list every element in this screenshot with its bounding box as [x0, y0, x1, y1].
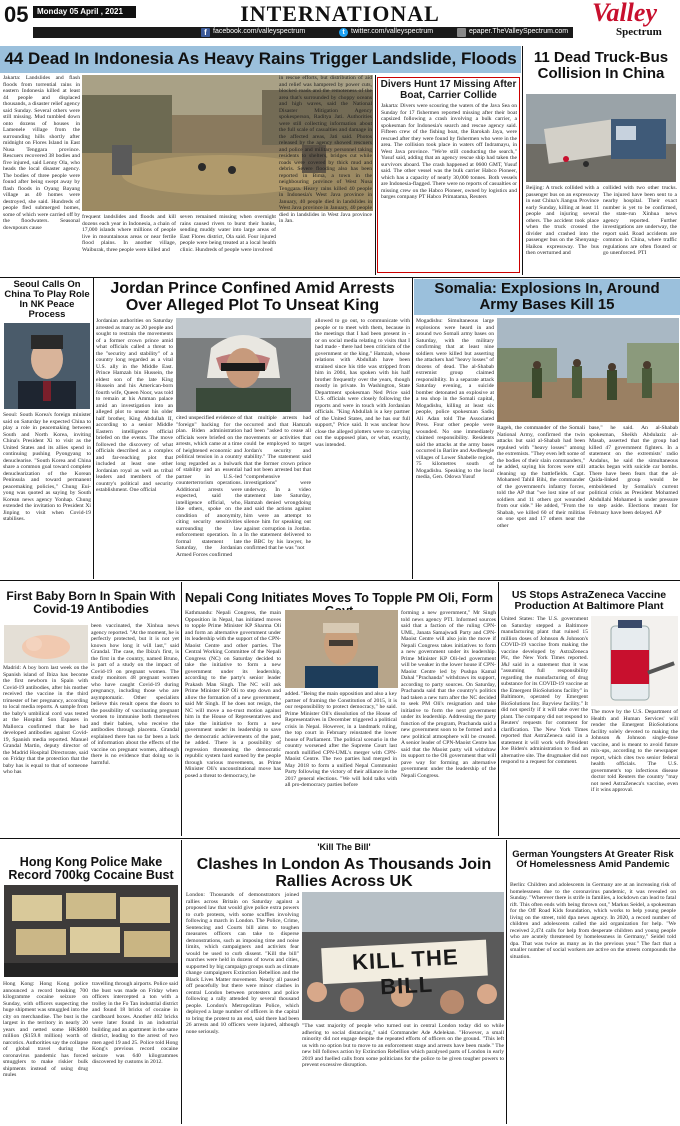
- cocaine-bricks-image: [4, 885, 178, 977]
- a8-col2: added. "Being the main opposition and also a key partner of framing the Constitution of 2015, it is our responsibility to protect democracy," he said. Prime Minister Oli's dissolution of the House of Representatives in December triggered a political crisis in Nepal. However, in a landmark ruling, the top court in February reinstated the lower house of Parliament. The political scenario in the country worsened after the Supreme Court last month nullified CPN-UML's merger with CPN-Maoist Centre. The two parties had merged in May 2018 to form a unified Nepal Communist Party following the victory of their alliance in the 2017 general elections. "We will hold talks with all pro-democracy parties before: [285, 691, 397, 788]
- a5-col2: cited unspecified evidence of "foreign" backing for the plan. Biden administration officials were briefed on the arrests, which came at a time of heightened economic and political tension in a country long regarded as a bulwark of stability and an essential partner in U.S.-led counterterrorism operations. Additional arrests were expected, said the intelligence official, who, like others, spoke on the condition of anonymity, citing security sensitivities surrounding the law enforcement operation. In a formal statement late Saturday, the Jordanian Armed Forces confirmed: [176, 415, 242, 558]
- crash-photo: [526, 94, 676, 182]
- pm-oli-image: [285, 610, 398, 688]
- logo-top: Valley: [592, 0, 657, 27]
- a1-col1: Jakarta: Landslides and flash floods from torrential rains in eastern Indonesia killed at least 44 people and displaced thousands, a disaster relief agency said Sunday. Several others were still missing. Mud tumbled down onto dozens of houses in Lamenele village from the surrounding hills shortly after midnight on Flores Island in East Nusa Tenggara province. Rescuers recovered 38 bodies and five injured, said Lenny Ola, who heads the local disaster agency. The bodies of three people were found after being swept away by flash floods in Oyang Bayang village as 40 homes were destroyed, she said. Hundreds of people fled submerged homes, some of which were carried off by the floodwaters. Seasonal downpours cause: [3, 75, 80, 231]
- logo: [590, 0, 676, 42]
- a1-headline: 44 Dead In Indonesia As Heavy Rains Trigger Landslide, Floods: [4, 49, 517, 68]
- a10-col2: travelling through airports. Police said the bust was made on Friday when officers intercepted a ton with a trolley in the Fo Tan industrial district and found 18 bricks of cocaine in cardboard boxes. Another 402 bricks were later found in an industrial building and an apartment in the same district, leading to the arrest of two men aged 19 and 25. Police told Hong Kong's previous record cocaine seizure was 640 kilogrammes discovered by customs in 2012.: [92, 981, 178, 1065]
- facebook-link[interactable]: facebook.com/valleyspectrum: [213, 28, 306, 35]
- logo-bottom: Spectrum: [616, 26, 662, 38]
- a9-col2: The move by the U.S. Department of Health and Human Services' will render the Emergent BioSolutions facility solely devoted to making the Johnson & Johnson single-dose vaccine, and is meant to avoid future mix-ups, according to the newspaper report, which cites two senior federal health officials. The U.S. government's top infectious disease doctor told Reuters the country "may not need AstraZeneca's vaccine, even if it wins approval.: [591, 709, 678, 793]
- a8-headline: Nepali Cong Initiates Moves To Topple PM Oli, Form: [185, 591, 493, 605]
- a6-col3: base," he said. An al-Shabab spokesman, Sheikh Abdulaziz al-Masab, asserted that the group had killed 47 government fighters. In a statement on the extremists' radio Andalus, he said the simultaneous attacks began with suicide car bombs. There have been fears that the al-Qaida-linked group would be emboldened by Somalia's current political crisis as President Mohamed Abdullahi Mohamed is under pressure to step aside. Elections meant for February have been delayed. AP: [589, 425, 678, 516]
- a8-col3: forming a new government," Mr Singh told news agency PTI. Informed sources said that a faction of the ruling CPN-UML, Janata Samajwadi Party and CPN-Maoist Centre will also join the move if Nepali Congress takes initiatives to form a new government under its leadership. Prime Minister KP Oli-led government will be weaker in the lower house if CPN-Maoist Centre led by Pushpa Kamal Dahal "Prachanda" withdraws its support, according to party sources. On Saturday, Prachanda said that the country's politics had taken a new turn after the NC decided to seek PM Oli's resignation and take initiative to form the next government under its leadership. Addressing the party function of the program, Prachanda said a new government soon to be formed and a new political atmosphere will be created. A senior leader of CPN-Maoist Centre has said that the Maoist party will withdraw its support to the Oli government that will pave way for forming an alternative government under the leadership of the Nepali Congress.: [401, 610, 496, 779]
- a2-headline: Divers Hunt 17 Missing After Boat, Carrier Collide: [380, 79, 517, 101]
- a4-headline: Seoul Calls On China To Play Role In NK Peace Process: [4, 279, 90, 320]
- epaper-icon: [457, 28, 466, 37]
- baby-image: [4, 625, 88, 663]
- a3-col1: Beijing: A truck collided with a passenger bus on an expressway in east China's Jiangsu Province early Sunday, killing at least 11 people and injuring several others. The accident took place when the truck crossed the divider and crashed into the passenger bus on the Shenyang-Haikou expressway. The bus then overturned and: [526, 185, 599, 256]
- london-protest-photo: [302, 892, 504, 1020]
- vaccine-photo: [591, 616, 678, 706]
- a3-col2: collided with two other trucks. The injured have been sent to a nearby hospital. Their exact number is yet to be confirmed, the state-run Xinhua news agency reported. Further investigations are underway, the report said. Road accidents are common in China, where traffic regulations are often flouted or go unenforced. PTI: [603, 185, 677, 256]
- a5-col1: Jordanian authorities on Saturday arrested as many as 20 people and sought to restrain the movements of a former crown prince amid what officials called a threat to the "security and stability" of a country long regarded as a vital U.S. ally in the Middle East. Prince Hamzah bin Hussein, the eldest son of the late King Hussein and his American-born fourth wife, Queen Noor, was told to remain at his Amman palace amid an investigation into an alleged plot to unseat his older half brother, King Abdullah II, according to a senior Middle Eastern intelligence official briefed on the events. The move followed the discovery of what officials described as a complex and far-reaching plot that included at least one other Jordanian royal as well as tribal leaders and members of the country's political and security establishment. One official: [96, 318, 173, 493]
- social-bar: [33, 27, 573, 38]
- twitter-link[interactable]: twitter.com/valleyspectrum: [351, 28, 434, 35]
- a11-headline: Clashes In London As Thousands Join Rallies Across UK: [196, 856, 492, 890]
- masthead: [0, 0, 680, 42]
- a8-col1: Kathmandu: Nepali Congress, the main Opposition in Nepal, has initiated moves to topple Prime Minister KP Sharma Oli and form an alternative government under its leadership with the support of the CPN-Maoist Centre and other parties. The Central Working Committee of the Nepali Congress (NC) on Saturday decided to take the initiative to form a new government under its leadership, according to the party's senior leader Prakash Man Singh. The NC will ask Prime Minister KP Oli to step down and allow the formation of a new government, said Mr Singh. If he does not resign, the NC will move a no-trust motion against him in the House of Representatives and take the initiative to form a new government under its leadership to save the democratic achievements of the past, he added. There is a possibility of regression threatening the democratic republic system hard earned by the people through various movements, as Prime Minister Oli's unconstitutional move has posed a threat to democracy, he: [185, 610, 281, 779]
- issue-date: Monday 05 April , 2021: [37, 7, 123, 16]
- somalia-photo: [497, 318, 679, 422]
- a5-col3: that multiple arrests had occurred and that Hamzah had been "asked to cease all movements or activities that could be employed to target Jordan's security and stability." The statement said that the former crown prince had not been arrested but that "comprehensive investigations" were underway. In a video statement late Saturday, Hamzah denied wrongdoing and said the actions against him were an attempt to silence him for speaking out against corruption in Jordan. In the statement delivered to the BBC by his lawyer, he confirmed that he was "not: [244, 415, 311, 551]
- a7-col2: been vaccinated, the Xinhua news agency reported. "At the moment, he is perfectly protected, but it is not yet known how long it will last," said Grandal. The case, the Ibiza's first, is the first in the country, named Bruno, is part of a study on the impact of Covid-19 on pregnant women. The study monitors 48 pregnant women who have caught Covid-19 during pregnancy, including those who are asymptomatic. Other specialists believe this result opens the doors to the possibility of vaccinating pregnant women to immunise both themselves and their babies, who receive the antibodies through placenta. Grandal explained there has so far been a lack of information about the effects of the vaccine on pregnant women, although there is no evidence that doing so is harmful.: [91, 623, 179, 766]
- somalia-image: [497, 318, 679, 422]
- jordan-prince-photo: [176, 318, 311, 412]
- a9-headline: US Stops AstraZeneca Vaccine Production At Baltimore Plant: [511, 589, 667, 613]
- prince-image: [176, 318, 311, 412]
- a1-col4: in rescue efforts, but distribution of aid and relief was hampered by power cuts, blocked roads and the remoteness of the area that's surrounded by choppy oceans and high waves, said the National Disaster Mitigation Agency spokesperson, Raditya Jati. Authorities were still collecting information about the full scale of casualties and damage in the affected areas, Jati said. Photos released by the agency showed rescuers and police and military personnel taking residents to shelters, bridges cut while roads were covered by thick mud and debris. Severe flooding also has been reported in Bima, a town in the neighbouring province of West Nusa Tenggara. Heavy rains killed 40 people in Indonesia's West Java province in January, 40 people died in landslides in West Java province in January, 40 people died in landslides in West Java province in Jan.: [279, 75, 372, 224]
- a10-col1: Hong Kong: Hong Kong police announced a record breaking 700 kilogramme cocaine seizure on Sunday, with officers suspecting the huge shipment was smuggled into the city on merchandise. The bust is the largest in the territory in nearly 20 years and netted some HK$600 million ($159.8 million) worth of narcotics. Authorities say the collapse of global travel during the coronavirus pandemic has forced smugglers to make riskier bulk shipments instead of using drug mules: [3, 981, 88, 1078]
- date-bar: [33, 6, 136, 18]
- cocaine-photo: [4, 885, 178, 977]
- a6-col2: Rageh, the commander of the Somali National Army, confirmed the twin attacks but said al-Shabab had been repulsed with "heavy losses" among the extremists. "They even left some of the bodies of their slain commanders," he added, saying his forces were still cleaning up the battlefields. Capt. Mohamed Tahlil Bihi, the commander of the government's infantry forces, told the AP that "we lost nine of our soldiers and 11 others got wounded from our side." He added, "From the Shabab, we killed 60 of their militias on one spot and 17 others near the other: [497, 425, 585, 529]
- a5-headline: Jordan Prince Confined Amid Arrests Over Alleged Plot To Unseat King: [110, 280, 395, 314]
- a9-col1: United States: The U.S. government on Saturday stepped a Baltimore manufacturing plant that ruined 15 million doses of Johnson & Johnson's COVID-19 vaccine from making the vaccine developed by AstraZeneca Plc, the New York Times reported. J&J said in a statement that it was "assuming full responsibility regarding the manufacturing of drug substance for its COVID-19 vaccine at the Emergent BioSolutions facility" in Baltimore, operated by Emergent BioSolutions Inc. Bayview facility." It did not specify if it will take over the plant. The company did not respond to Reuters' requests for comment for clarification. The New York Times reported that AstraZeneca said in a statement it will work with President Joe Biden's administration to find an alternative site. The drugmaker did not respond to a request for comment.: [501, 616, 588, 765]
- nepal-pm-photo: [285, 610, 398, 688]
- a10-headline: Hong Kong Police Make Record 700kg Cocaine Bust: [8, 855, 174, 883]
- a12-body: Berlin: Children and adolescents in Germany are at an increasing risk of homelessness due to the coronavirus pandemic, it was revealed on Sunday. "Wherever there is strife in families, a lockdown can lead to fatal rift. This often ends with being thrown out," Markus Seidel, a spokesman for the Off Road Kids foundation, which works to help young people living on the street, told dpa news agency. In 2020, a record number of children and adolescents called the aid organization for help. "We received 2,474 calls for help from desperate children and young people who are acutely threatened by homelessness in Germany," Seidel told dpa. That was twice as many as in the previous year." The fact that a smaller number of social workers are active on the streets compounds the situation.: [510, 882, 676, 960]
- a7-headline: First Baby Born In Spain With Covid-19 Antibodies: [6, 589, 176, 616]
- a6-headline: Somalia: Explosions In, Around Army Bases Kill 15: [434, 280, 660, 313]
- a11-col2: "The vast majority of people who turned out in central London today did so while adhering to social distancing," said Commander Ade Adelekan. "However, a small minority did not engage despite the repeated efforts of officers on the ground. "This left us with no option but to move to an enforcement stage and arrests have been made." The new bill follows action by Extinction Rebellion which paralysed parts of London in early 2019 and fuelled calls from some politicians for the police to be given tougher powers to prevent excessive disruption.: [302, 1023, 504, 1068]
- a3-headline: 11 Dead Truck-Bus Collision In China: [533, 49, 669, 82]
- a11-kicker: 'Kill The Bill': [317, 842, 371, 852]
- vaccine-vial-image: [591, 616, 678, 706]
- minister-image: [4, 323, 90, 409]
- a5-col4: allowed to go out, to communicate with people or to meet with them, because in the meetings that I had been present in - or on social media relating to visits that I had made - there had been criticism of the government or the king." Hamzah, whose relations with Abdullah have been strained since his title was stripped from him in 2004, has spoken with his half brother frequently over the years, though mostly in private. In Washington, State Department spokesman Ned Price said U.S. officials were closely following the reports and were in touch with Jordanian officials. "King Abdullah is a key partner of the United States, and he has our full support," Price said. It was unclear how close the alleged plotters were to carrying out the supposed plan, or what, exactly, was intended.: [315, 318, 410, 448]
- epaper-link[interactable]: epaper.TheValleySpectrum.com: [469, 28, 569, 35]
- crash-image: [526, 94, 676, 182]
- a4-body: Seoul: South Korea's foreign minister said on Saturday he expected China to play a role in peacemaking between South and North Korea, inviting China's President Xi to visit as the United States and its allies spend in continuing pushing Pyongyang to denuclearise. "South Korea and China share a common goal toward complete denuclearization of the Korean Peninsula and toward permanent peacemaking policies," Chung Eui-yong was quoted as saying by South Korean news agency Yonhap. Chung extended the invitation to President Xi Jinping to visit when Covid-19 stabilises.: [3, 412, 91, 522]
- protest-banner-text: KILL THE BILL: [351, 944, 460, 1000]
- facebook-icon: f: [201, 28, 210, 37]
- a2-body: Jakarta: Divers were scouring the waters of the Java Sea on Sunday for 17 fishermen reported missing after their boat capsized following a crash involving a bulk carrier, a spokesman for Indonesia's search and rescue agency said. Fifteen crew of the fishing boat, the Barokah Jaya, were rescued after they were found by fishermen who were in the area. The collision took place in waters off Indramayu, in West Java province. "We're still conducting the search," Yusuf said, adding that an agency rescue ship had taken the survivors aboard. The crash happened at 0600 GMT, Yusuf said. The other vessel was the bulk carrier Habco Pioneer, which has a capacity of nearly 30,000 tonnes. Both vessels are Indonesia-flagged. There were no reports of casualties or missing crew on the Habco Pioneer, owned by logistics and barges company PT Habco Primatama, Reuters: [381, 103, 517, 200]
- section-title: INTERNATIONAL: [240, 1, 440, 26]
- a7-col1: Madrid: A boy born last week on the Spanish island of Ibiza has become the first newborn in Spain with Covid-19 antibodies, after his mother received the vaccine in the third trimester of her pregnancy, according to local media reports. A sample from the baby's umbilical cord was tested at the Hospital Son Espases in Mallorca confirmed that he had developed antibodies against Covid-19, Spanish media reported. Manuel Grandal Martin, deputy director of the Madrid Hospital Directorate, said on Friday that the protection that the baby has is equal to that of someone who has: [3, 665, 88, 775]
- twitter-icon: t: [339, 28, 348, 37]
- page-number: 05: [4, 2, 29, 27]
- a1-col3: seven remained missing when overnight rains caused rivers to burst their banks, sending muddy water into large areas of East Flores district, Ola said. Four injured people were being treated at a local health clinic. Hundreds of people were involved: [180, 214, 276, 253]
- baby-photo: [4, 625, 88, 663]
- a12-headline: German Youngsters At Greater Risk Of Homelessness Amid Pandemic: [512, 849, 674, 870]
- a6-col1: Mogadishu: Simultaneous large explosions were heard in and around two Somali army bases on Saturday, with the military confirming that at least nine soldiers were killed but asserting the attackers had "heavy losses" of dozens of dead. The al-Shabab extremist group claimed responsibility. In a separate attack Saturday evening, a suicide bomber detonated an explosive at a tea shop in the Somali capital, Mogadishu, killing at least six people, police spokesman Sadiq Ali Adan told The Associated Press. Four other people were wounded. No one immediately claimed responsibility. Residents said the attacks at the army bases occurred in Bariire and Awdheegle villages of Lower Shabelle region, 75 kilometres south of Mogadishu. Speaking to the local media, Gen. Odowa Yusuf: [416, 318, 494, 480]
- a1-col2: frequent landslides and floods and kill dozens each year in Indonesia, a chain of 17,000 islands where millions of people live in mountainous areas or near fertile flood plains. In another village, Waiburak, three people were killed and: [82, 214, 176, 253]
- a11-col1: London: Thousands of demonstrators joined rallies across Britain on Saturday against a proposed law that would give police extra powers to curb protests, with some scuffles involving following a march in London. The Police, Crime, Sentencing and Courts bill aims to toughen measures officers can take to disperse demonstrations, such as imposing time and noise limits, which campaigners and activists fear would be used to curb dissent. "Kill the bill" marches were held in dozens of towns and cities, supported by big campaign groups such as climate change campaigners Extinction Rebellion and the Black Lives Matter movement. Nearly all passed off peacefully but there were minor clashes in central London between protesters and police following a rally attended by several thousand people. London's Metropolitan Police, which deployed a large number of officers in the capital to bring the protest to an end, said there had been 26 arrests and 10 officers were injured, although none seriously.: [186, 892, 299, 1035]
- korea-minister-photo: [4, 323, 90, 409]
